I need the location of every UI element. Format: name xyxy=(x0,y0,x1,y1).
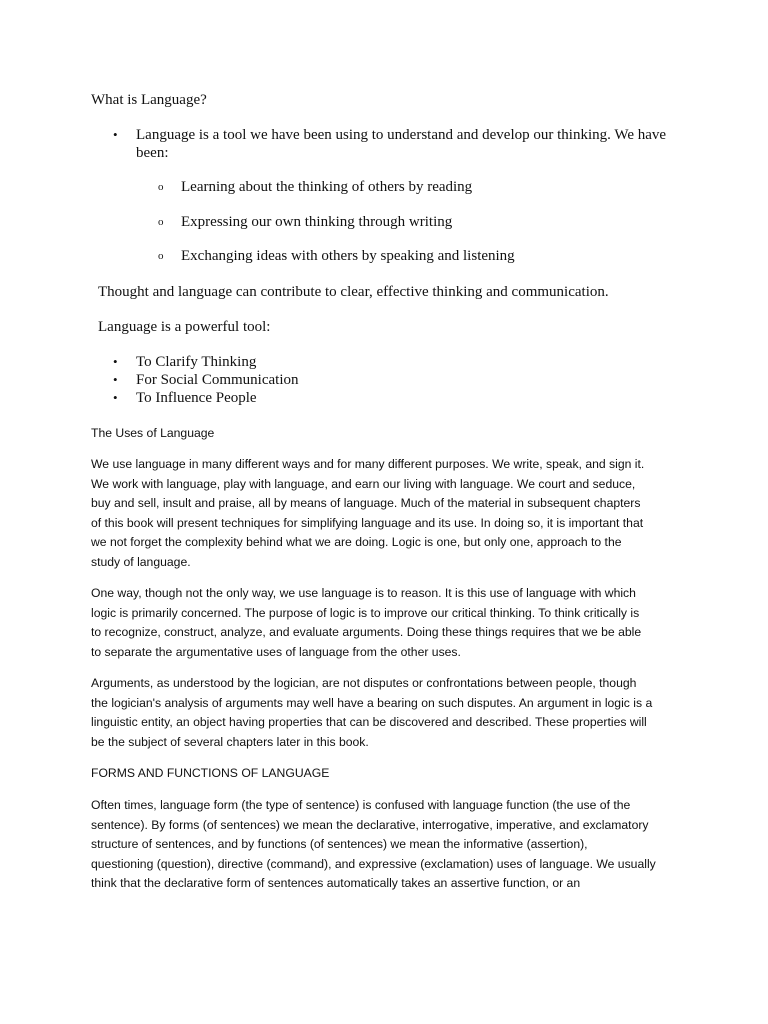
bullet-icon: • xyxy=(113,372,118,387)
paragraph-1: We use language in many different ways and for many different purposes. We write, speak, and sign it. We work with language, play with language, and earn our living with language. We court and seduce, buy and sell, insult and praise, all by means of language. Much of the material in subsequent chapters of this book will present techniques for simplifying language and its use. In doing so, it is important that we not forget the complexity behind what we are doing. Logic is one, but only one, approach to the study of language. xyxy=(91,457,645,569)
paragraph-4: Often times, language form (the type of sentence) is confused with language function (the use of the sentence). By forms (of sentences) we mean the declarative, interrogative, imperative, and exclamatory structure of sentences, and by functions (of sentences) we mean the informative (assertion), questioning (question), directive (command), and expressive (exclamation) uses of language. We usually think that the declarative form of sentences automatically takes an assertive function, or an xyxy=(91,798,656,891)
sub-item-1: Learning about the thinking of others by reading xyxy=(181,179,473,195)
bullet-icon: • xyxy=(113,390,118,405)
page-title: What is Language? xyxy=(91,92,207,108)
sub-bullet-icon: o xyxy=(158,216,164,228)
tool-item-1: To Clarify Thinking xyxy=(136,354,257,370)
sub-item-2: Expressing our own thinking through writing xyxy=(181,214,453,230)
sub-item-3: Exchanging ideas with others by speaking and listening xyxy=(181,248,515,264)
intro-bullet-text: Language is a tool we have been using to understand and develop our thinking. We have been: xyxy=(136,127,667,161)
sub-bullet-icon: o xyxy=(158,181,164,193)
tool-item-2: For Social Communication xyxy=(136,372,299,388)
thought-line: Thought and language can contribute to clear, effective thinking and communication. xyxy=(98,284,609,300)
paragraph-2: One way, though not the only way, we use language is to reason. It is this use of language with which logic is primarily concerned. The purpose of logic is to improve our critical thinking. To think critically is to recognize, construct, analyze, and evaluate arguments. Doing these things requires that we be able to separate the argumentative uses of language from the other uses. xyxy=(91,586,642,659)
sub-bullet-icon: o xyxy=(158,250,164,262)
section-heading-uses: The Uses of Language xyxy=(91,426,215,440)
section-heading-forms: FORMS AND FUNCTIONS OF LANGUAGE xyxy=(91,766,330,780)
tool-item-3: To Influence People xyxy=(136,390,257,406)
paragraph-3: Arguments, as understood by the logician, are not disputes or confrontations between people, though the logician's analysis of arguments may well have a bearing on such disputes. An argument in logic is a linguistic entity, an object having properties that can be discovered and described. These properties will be the subject of several chapters later in this book. xyxy=(91,676,653,749)
bullet-icon: • xyxy=(113,354,118,369)
powerful-tool-line: Language is a powerful tool: xyxy=(98,319,271,335)
bullet-icon: • xyxy=(113,127,118,142)
